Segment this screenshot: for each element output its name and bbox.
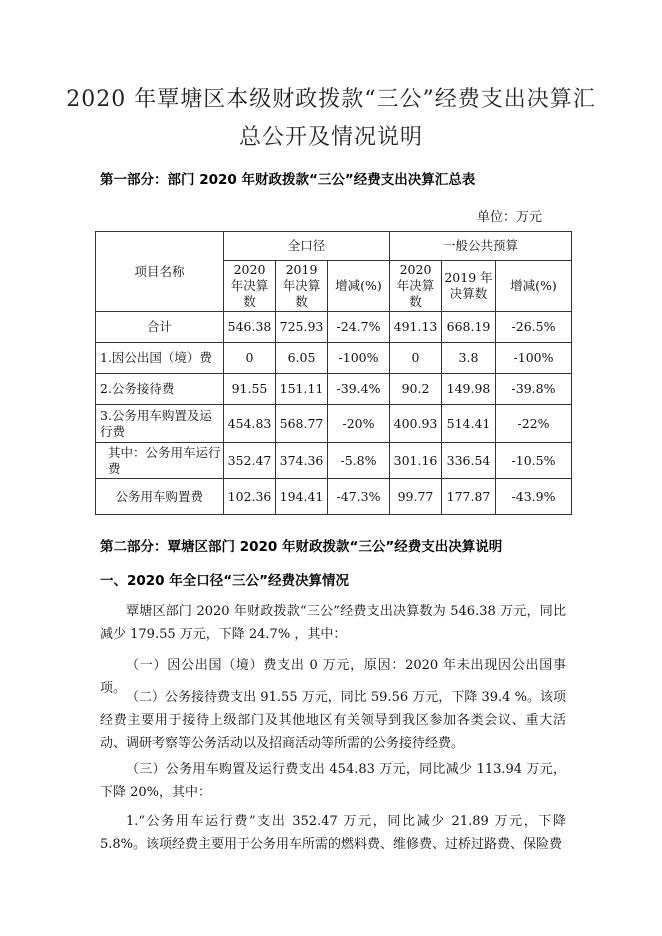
header-group-general: 一般公共预算: [390, 232, 572, 261]
table-row: [96, 343, 572, 374]
cell-value: -39.8%: [496, 374, 572, 405]
paragraph-vehicle-operation: [100, 810, 566, 856]
cell-value: 400.93: [390, 405, 442, 443]
table-row: [96, 312, 572, 343]
header-col-2020: 2020 年决算数: [224, 261, 276, 312]
header-col-2019: 2019 年决算数: [442, 261, 496, 312]
header-col-change: 增减(%): [496, 261, 572, 312]
cell-value: 151.11: [276, 374, 328, 405]
cell-value: 725.93: [276, 312, 328, 343]
document-title-line1: 2020 年覃塘区本级财政拨款“三公”经费支出决算汇: [66, 87, 596, 112]
paragraph-text: （一）因公出国（境）费支出 0 万元，原因：2020 年未出现因公出国事项。: [100, 658, 566, 696]
paragraph-text: （二）公务接待费支出 91.55 万元，同比 59.56 万元，下降 39.4 %。该项经费主要用于接待上级部门及其他地区有关领导到我区参加各类会议、重大活动、调研考察等公务活动以及招商活动等所需的公务接待经费。: [100, 690, 566, 751]
paragraph-vehicles: [100, 758, 566, 804]
cell-value: 6.05: [276, 343, 328, 374]
cell-value: 149.98: [442, 374, 496, 405]
cell-value: 91.55: [224, 374, 276, 405]
cell-value: 352.47: [224, 443, 276, 479]
header-col-2020: 2020 年决算数: [390, 261, 442, 312]
table-row: [96, 405, 572, 443]
cell-value: -47.3%: [328, 479, 390, 515]
cell-value: 102.36: [224, 479, 276, 515]
unit-label: 单位：万元: [476, 210, 542, 225]
cell-value: 514.41: [442, 405, 496, 443]
cell-value: 99.77: [390, 479, 442, 515]
cell-value: -43.9%: [496, 479, 572, 515]
table-row: [96, 443, 572, 479]
section1-heading: 一、2020 年全口径“三公”经费决算情况: [100, 573, 350, 589]
cell-value: -20%: [328, 405, 390, 443]
header-col-2019: 2019 年决算数: [276, 261, 328, 312]
cell-value: 491.13: [390, 312, 442, 343]
cell-value: 0: [224, 343, 276, 374]
cell-value: 301.16: [390, 443, 442, 479]
header-col-change: 增减(%): [328, 261, 390, 312]
cell-value: 3.8: [442, 343, 496, 374]
summary-table: [95, 231, 572, 515]
cell-value: -22%: [496, 405, 572, 443]
document-title-line2: 总公开及情况说明: [238, 125, 423, 150]
cell-value: 546.38: [224, 312, 276, 343]
cell-value: 374.36: [276, 443, 328, 479]
cell-value: -5.8%: [328, 443, 390, 479]
cell-value: -24.7%: [328, 312, 390, 343]
cell-value: -39.4%: [328, 374, 390, 405]
part1-heading: 第一部分：部门 2020 年财政拨款“三公”经费支出决算汇总表: [100, 172, 476, 188]
cell-value: 177.87: [442, 479, 496, 515]
part2-heading: 第二部分：覃塘区部门 2020 年财政拨款“三公”经费支出决算说明: [100, 539, 503, 555]
row-label: 3.公务用车购置及运行费: [96, 405, 224, 443]
paragraph-summary: [100, 600, 566, 646]
paragraph-reception: [100, 686, 566, 755]
row-label: 1.因公出国（境）费: [96, 343, 224, 374]
cell-value: -10.5%: [496, 443, 572, 479]
table-row: [96, 374, 572, 405]
cell-value: -26.5%: [496, 312, 572, 343]
cell-value: 0: [390, 343, 442, 374]
table-row: [96, 479, 572, 515]
cell-value: 194.41: [276, 479, 328, 515]
cell-value: -100%: [496, 343, 572, 374]
cell-value: 454.83: [224, 405, 276, 443]
paragraph-text: 覃塘区部门 2020 年财政拨款“三公”经费支出决算数为 546.38 万元，同比减少 179.55 万元，下降 24.7% ，其中：: [100, 604, 566, 642]
cell-value: 90.2: [390, 374, 442, 405]
cell-value: 668.19: [442, 312, 496, 343]
row-label: 其中：公务用车运行费: [96, 443, 224, 479]
row-label: 合计: [96, 312, 224, 343]
cell-value: -100%: [328, 343, 390, 374]
paragraph-text: （三）公务用车购置及运行费支出 454.83 万元，同比减少 113.94 万元，下降 20%，其中：: [100, 762, 566, 800]
paragraph-text: 1.“公务用车运行费”支出 352.47 万元，同比减少 21.89 万元，下降 5.8%。该项经费主要用于公务用车所需的燃料费、维修费、过桥过路费、保险费: [100, 814, 566, 852]
row-label: 2.公务接待费: [96, 374, 224, 405]
header-group-all: 全口径: [224, 232, 390, 261]
cell-value: 568.77: [276, 405, 328, 443]
row-label: 公务用车购置费: [96, 479, 224, 515]
cell-value: 336.54: [442, 443, 496, 479]
header-item-name: 项目名称: [96, 232, 224, 312]
